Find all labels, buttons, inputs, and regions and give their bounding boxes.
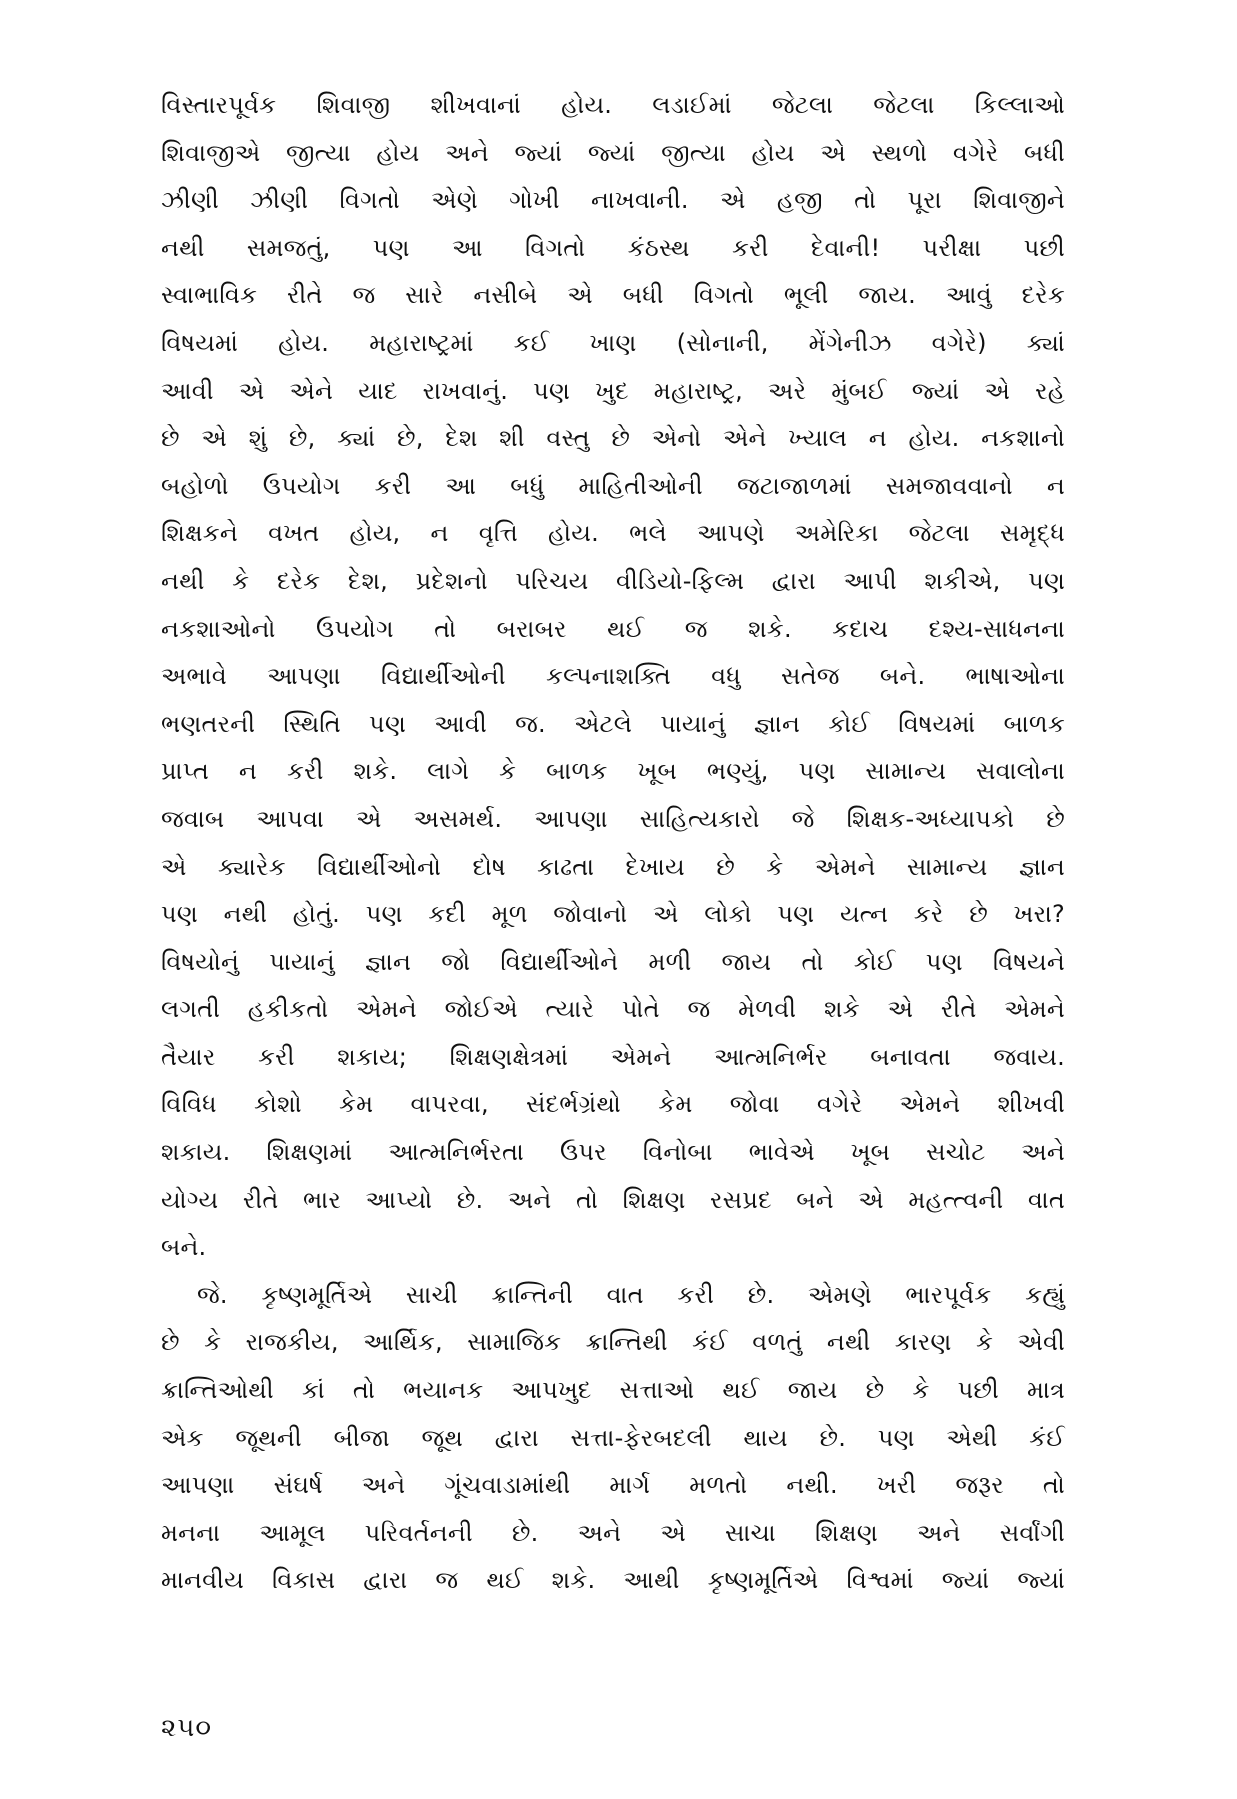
text-line: તૈયાર કરી શકાય; શિક્ષણક્ષેત્રમાં એમને આત્મનિર્ભર બનાવતા જવાય. (161, 1042, 1065, 1071)
text-line: સ્વાભાવિક રીતે જ સારે નસીબે એ બધી વિગતો ભૂલી જાય. આવું દરેક (161, 281, 1065, 310)
text-line: એક જૂથની બીજા જૂથ દ્વારા સત્તા-ફેરબદલી થાય છે. પણ એથી કંઈ (161, 1423, 1065, 1452)
text-line: વિષયમાં હોય. મહારાષ્ટ્રમાં કઈ ખાણ (સોનાની, મેંગેનીઝ વગેરે) ક્યાં (161, 328, 1065, 357)
text-line: નકશાઓનો ઉપયોગ તો બરાબર થઈ જ શકે. કદાચ દશ્ય-સાધનના (161, 614, 1065, 643)
text-line: શિક્ષકને વખત હોય, ન વૃત્તિ હોય. ભલે આપણે અમેરિકા જેટલા સમૃદ્ધ (161, 519, 1065, 548)
text-line: મનના આમૂલ પરિવર્તનની છે. અને એ સાચા શિક્ષણ અને સર્વાંગી (161, 1518, 1065, 1547)
text-line: નથી કે દરેક દેશ, પ્રદેશનો પરિચય વીડિયો-ફિલ્મ દ્વારા આપી શકીએ, પણ (161, 566, 1065, 595)
text-line: લગતી હકીકતો એમને જોઈએ ત્યારે પોતે જ મેળવી શકે એ રીતે એમને (161, 995, 1065, 1024)
text-line: પણ નથી હોતું. પણ કદી મૂળ જોવાનો એ લોકો પણ યત્ન કરે છે ખરા? (161, 900, 1065, 929)
text-line: બને. (161, 1233, 207, 1262)
paragraph-1 (161, 82, 1065, 1272)
text-line: યોગ્ય રીતે ભાર આપ્યો છે. અને તો શિક્ષણ રસપ્રદ બને એ મહત્ત્વની વાત (161, 1185, 1065, 1214)
text-line: વિષયોનું પાયાનું જ્ઞાન જો વિદ્યાર્થીઓને મળી જાય તો કોઈ પણ વિષયને (161, 947, 1065, 976)
text-line: શિવાજીએ જીત્યા હોય અને જ્યાં જ્યાં જીત્યા હોય એ સ્થળો વગેરે બધી (161, 138, 1065, 167)
text-line: છે એ શું છે, ક્યાં છે, દેશ શી વસ્તુ છે એનો એને ખ્યાલ ન હોય. નકશાનો (161, 424, 1065, 453)
text-line: એ ક્યારેક વિદ્યાર્થીઓનો દોષ કાઢતા દેખાય છે કે એમને સામાન્ય જ્ઞાન (161, 852, 1065, 881)
body-text (161, 82, 1065, 1605)
text-line: ઝીણી ઝીણી વિગતો એણે ગોખી નાખવાની. એ હજી તો પૂરા શિવાજીને (161, 186, 1065, 215)
text-line: અભાવે આપણા વિદ્યાર્થીઓની કલ્પનાશક્તિ વધુ સતેજ બને. ભાષાઓના (161, 662, 1065, 691)
text-line: જવાબ આપવા એ અસમર્થ. આપણા સાહિત્યકારો જે શિક્ષક-અધ્યાપકો છે (161, 804, 1065, 833)
text-line: માનવીય વિકાસ દ્વારા જ થઈ શકે. આથી કૃષ્ણમૂર્તિએ વિશ્વમાં જ્યાં જ્યાં (161, 1566, 1065, 1595)
paragraph-2 (161, 1272, 1065, 1605)
text-line: આપણા સંઘર્ષ અને ગૂંચવાડામાંથી માર્ગ મળતો નથી. ખરી જરૂર તો (161, 1471, 1065, 1500)
text-line: જે. કૃષ્ણમૂર્તિએ સાચી ક્રાન્તિની વાત કરી છે. એમણે ભારપૂર્વક કહ્યું (197, 1280, 1065, 1309)
text-line: વિસ્તારપૂર્વક શિવાજી શીખવાનાં હોય. લડાઈમાં જેટલા જેટલા કિલ્લાઓ (161, 91, 1065, 119)
text-line: વિવિધ કોશો કેમ વાપરવા, સંદર્ભગ્રંથો કેમ જોવા વગેરે એમને શીખવી (161, 1090, 1065, 1119)
text-line: બહોળો ઉપયોગ કરી આ બધું માહિતીઓની જટાજાળમાં સમજાવવાનો ન (161, 471, 1065, 500)
text-line: છે કે રાજકીય, આર્થિક, સામાજિક ક્રાન્તિથી કંઈ વળતું નથી કારણ કે એવી (161, 1328, 1065, 1357)
text-line: નથી સમજતું, પણ આ વિગતો કંઠસ્થ કરી દેવાની! પરીક્ષા પછી (161, 233, 1065, 262)
text-line: આવી એ એને યાદ રાખવાનું. પણ ખુદ મહારાષ્ટ્ર, અરે મુંબઈ જ્યાં એ રહે (161, 376, 1065, 405)
text-line: ક્રાન્તિઓથી કાં તો ભયાનક આપખુદ સત્તાઓ થઈ જાય છે કે પછી માત્ર (161, 1376, 1065, 1405)
text-line: શકાય. શિક્ષણમાં આત્મનિર્ભરતા ઉપર વિનોબા ભાવેએ ખૂબ સચોટ અને (161, 1138, 1065, 1167)
text-line: પ્રાપ્ત ન કરી શકે. લાગે કે બાળક ખૂબ ભણ્યું, પણ સામાન્ય સવાલોના (161, 757, 1065, 786)
text-line: ભણતરની સ્થિતિ પણ આવી જ. એટલે પાયાનું જ્ઞાન કોઈ વિષયમાં બાળક (161, 709, 1065, 738)
page-number: ૨૫૦ (161, 1713, 212, 1743)
